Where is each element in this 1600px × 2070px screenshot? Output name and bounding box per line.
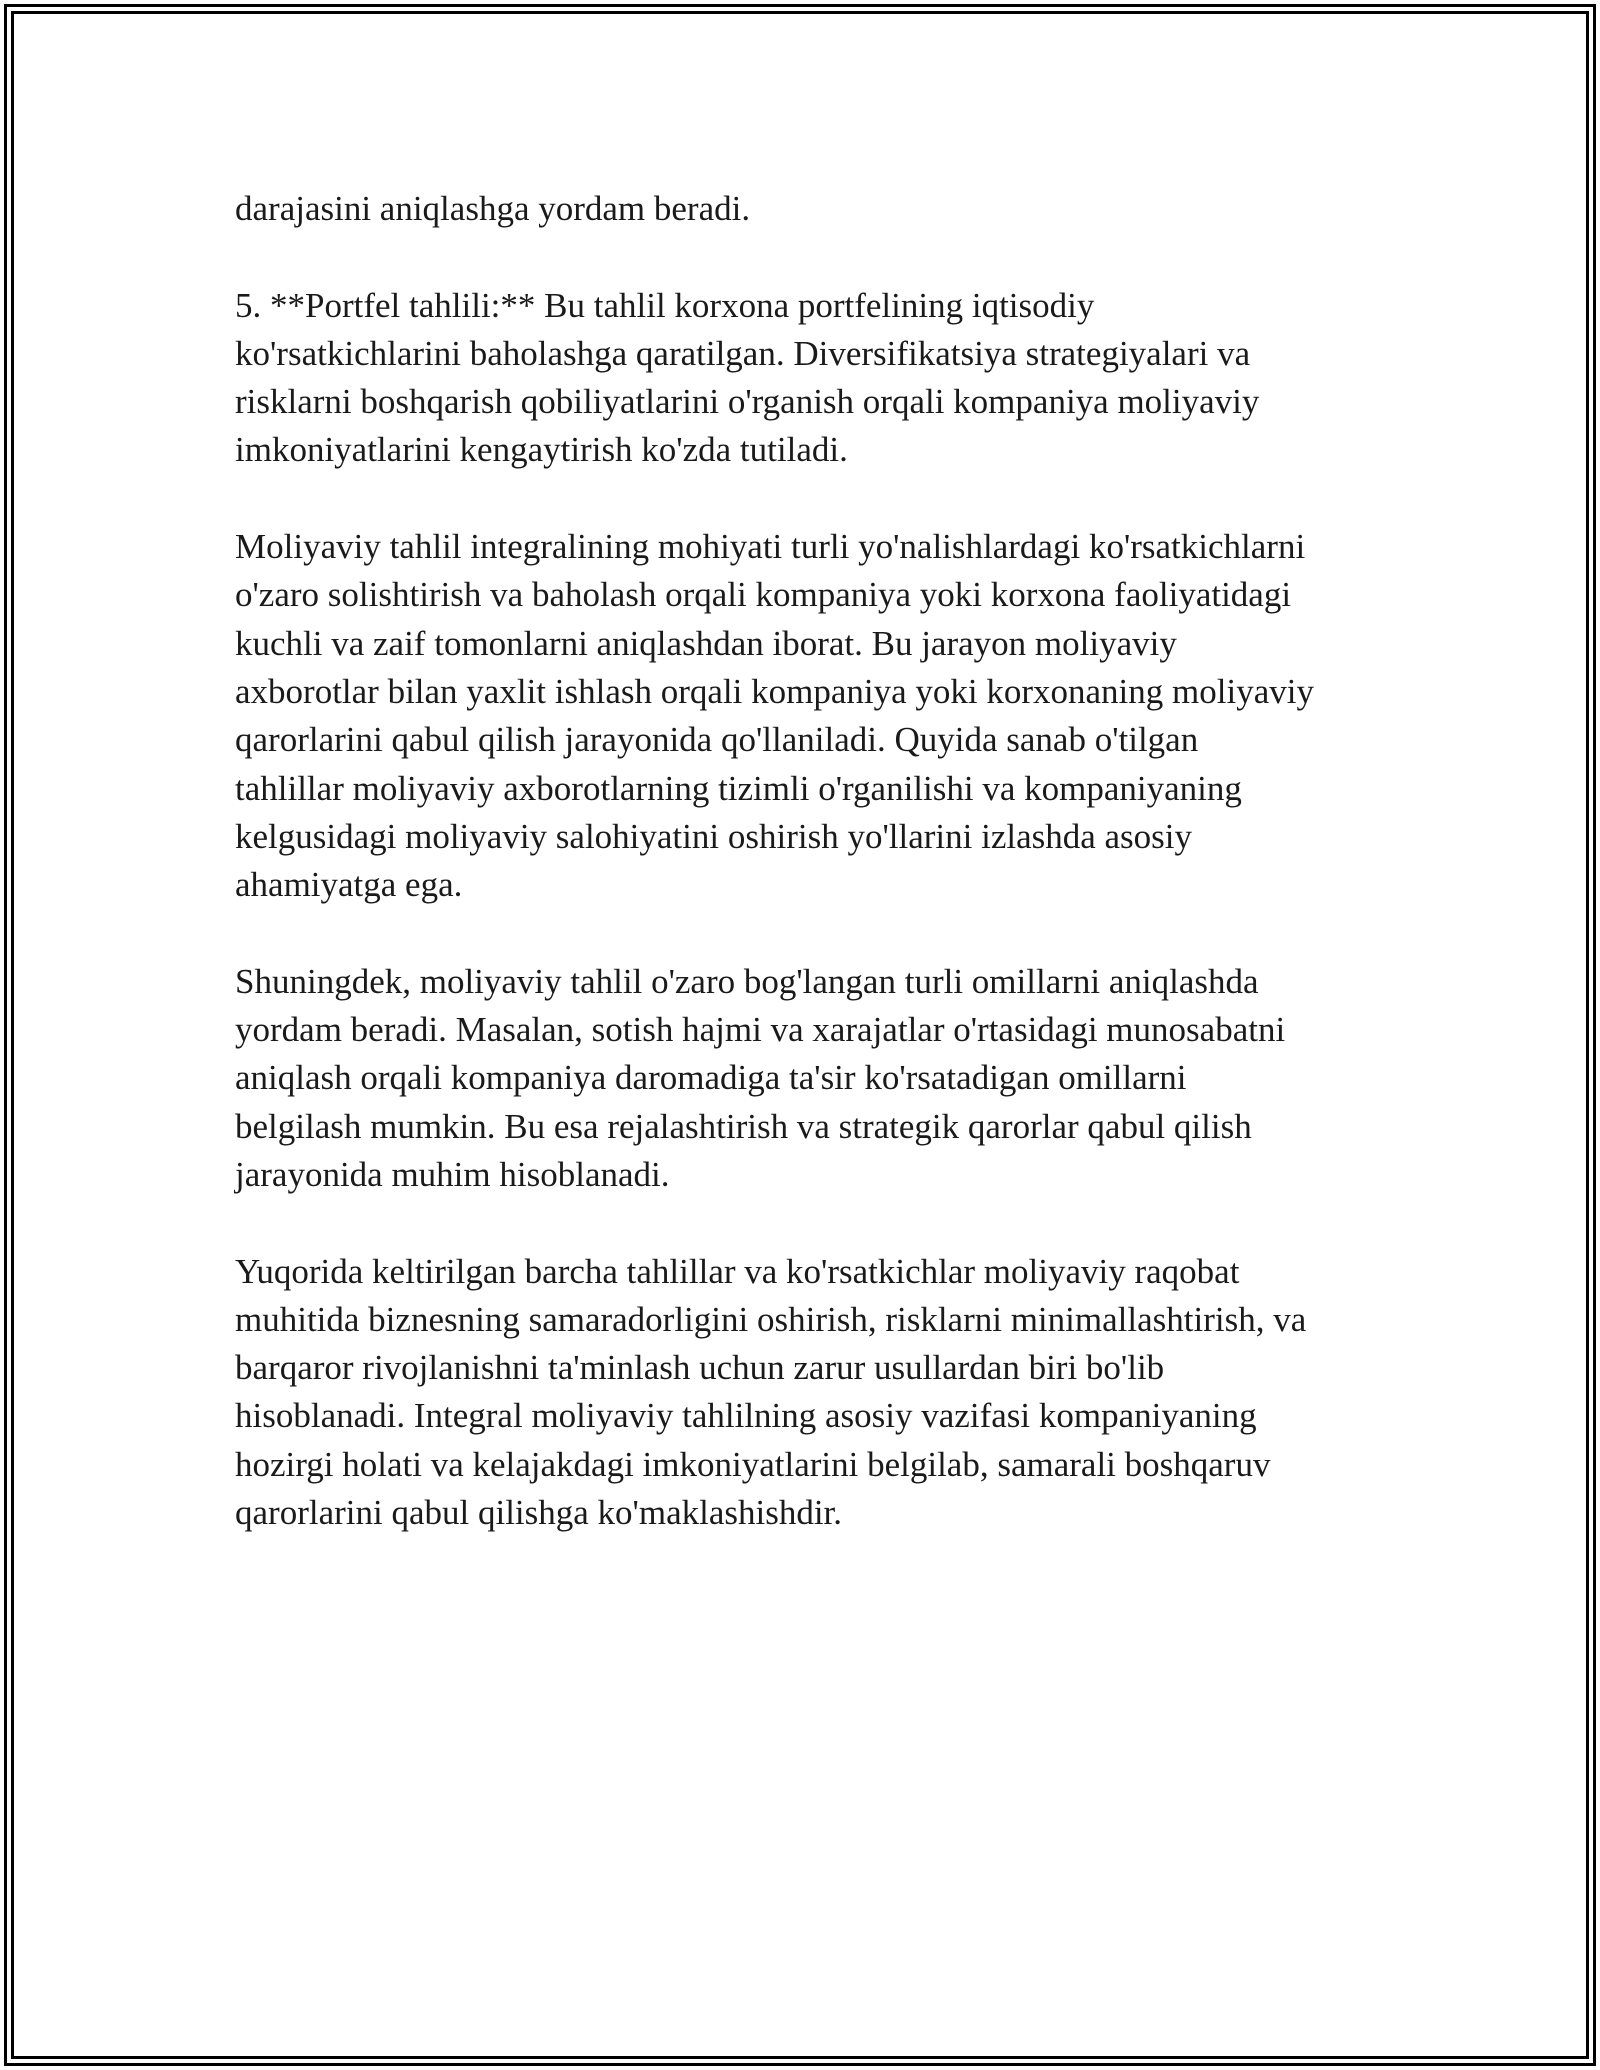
paragraph-continuation: darajasini aniqlashga yordam beradi. [235,189,751,228]
paragraph-integral-mohiyati: Moliyaviy tahlil integralining mohiyati turli yo'nalishlardagi ko'rsatkichlarni o'zaro solishtirish va baholash orqali kompaniya yoki korxona faoliyatidagi kuchli va zaif tomonlarni aniqlashdan iborat. Bu jarayon moliyaviy axborotlar bilan yaxlit ishlash orqali kompaniya yoki korxonaning moliyaviy qarorlarini qabul qilish jarayonida qo'llaniladi. Quyida sanab o'tilgan tahlillar moliyaviy axborotlarning tizimli o'rganilishi va kompaniyaning kelgusidagi moliyaviy salohiyatini oshirish yo'llarini izlashda asosiy ahamiyatga ega. [235,527,1314,905]
paragraph-portfel-tahlili: 5. **Portfel tahlili:** Bu tahlil korxona portfelining iqtisodiy ko'rsatkichlarini baholashga qaratilgan. Diversifikatsiya strategiyalari va risklarni boshqarish qobiliyatlarini o'rganish orqali kompaniya moliyaviy imkoniyatlarini kengaytirish ko'zda tutiladi. [235,285,1260,470]
paragraph-xulosa: Yuqorida keltirilgan barcha tahlillar va ko'rsatkichlar moliyaviy raqobat muhitida biznesning samaradorligini oshirish, risklarni minimallashtirish, va barqaror rivojlanishni ta'minlash uchun zarur usullardan biri bo'lib hisoblanadi. Integral moliyaviy tahlilning asosiy vazifasi kompaniyaning hozirgi holati va kelajakdagi imkoniyatlarini belgilab, samarali boshqaruv qarorlarini qabul qilishga ko'maklashishdir. [235,1251,1307,1533]
page-body [235,185,1385,1586]
paragraph-omillar: Shuningdek, moliyaviy tahlil o'zaro bog'langan turli omillarni aniqlashda yordam beradi. Masalan, sotish hajmi va xarajatlar o'rtasidagi munosabatni aniqlash orqali kompaniya daromadiga ta'sir ko'rsatadigan omillarni belgilash mumkin. Bu esa rejalashtirish va strategik qarorlar qabul qilish jarayonida muhim hisoblanadi. [235,961,1286,1194]
